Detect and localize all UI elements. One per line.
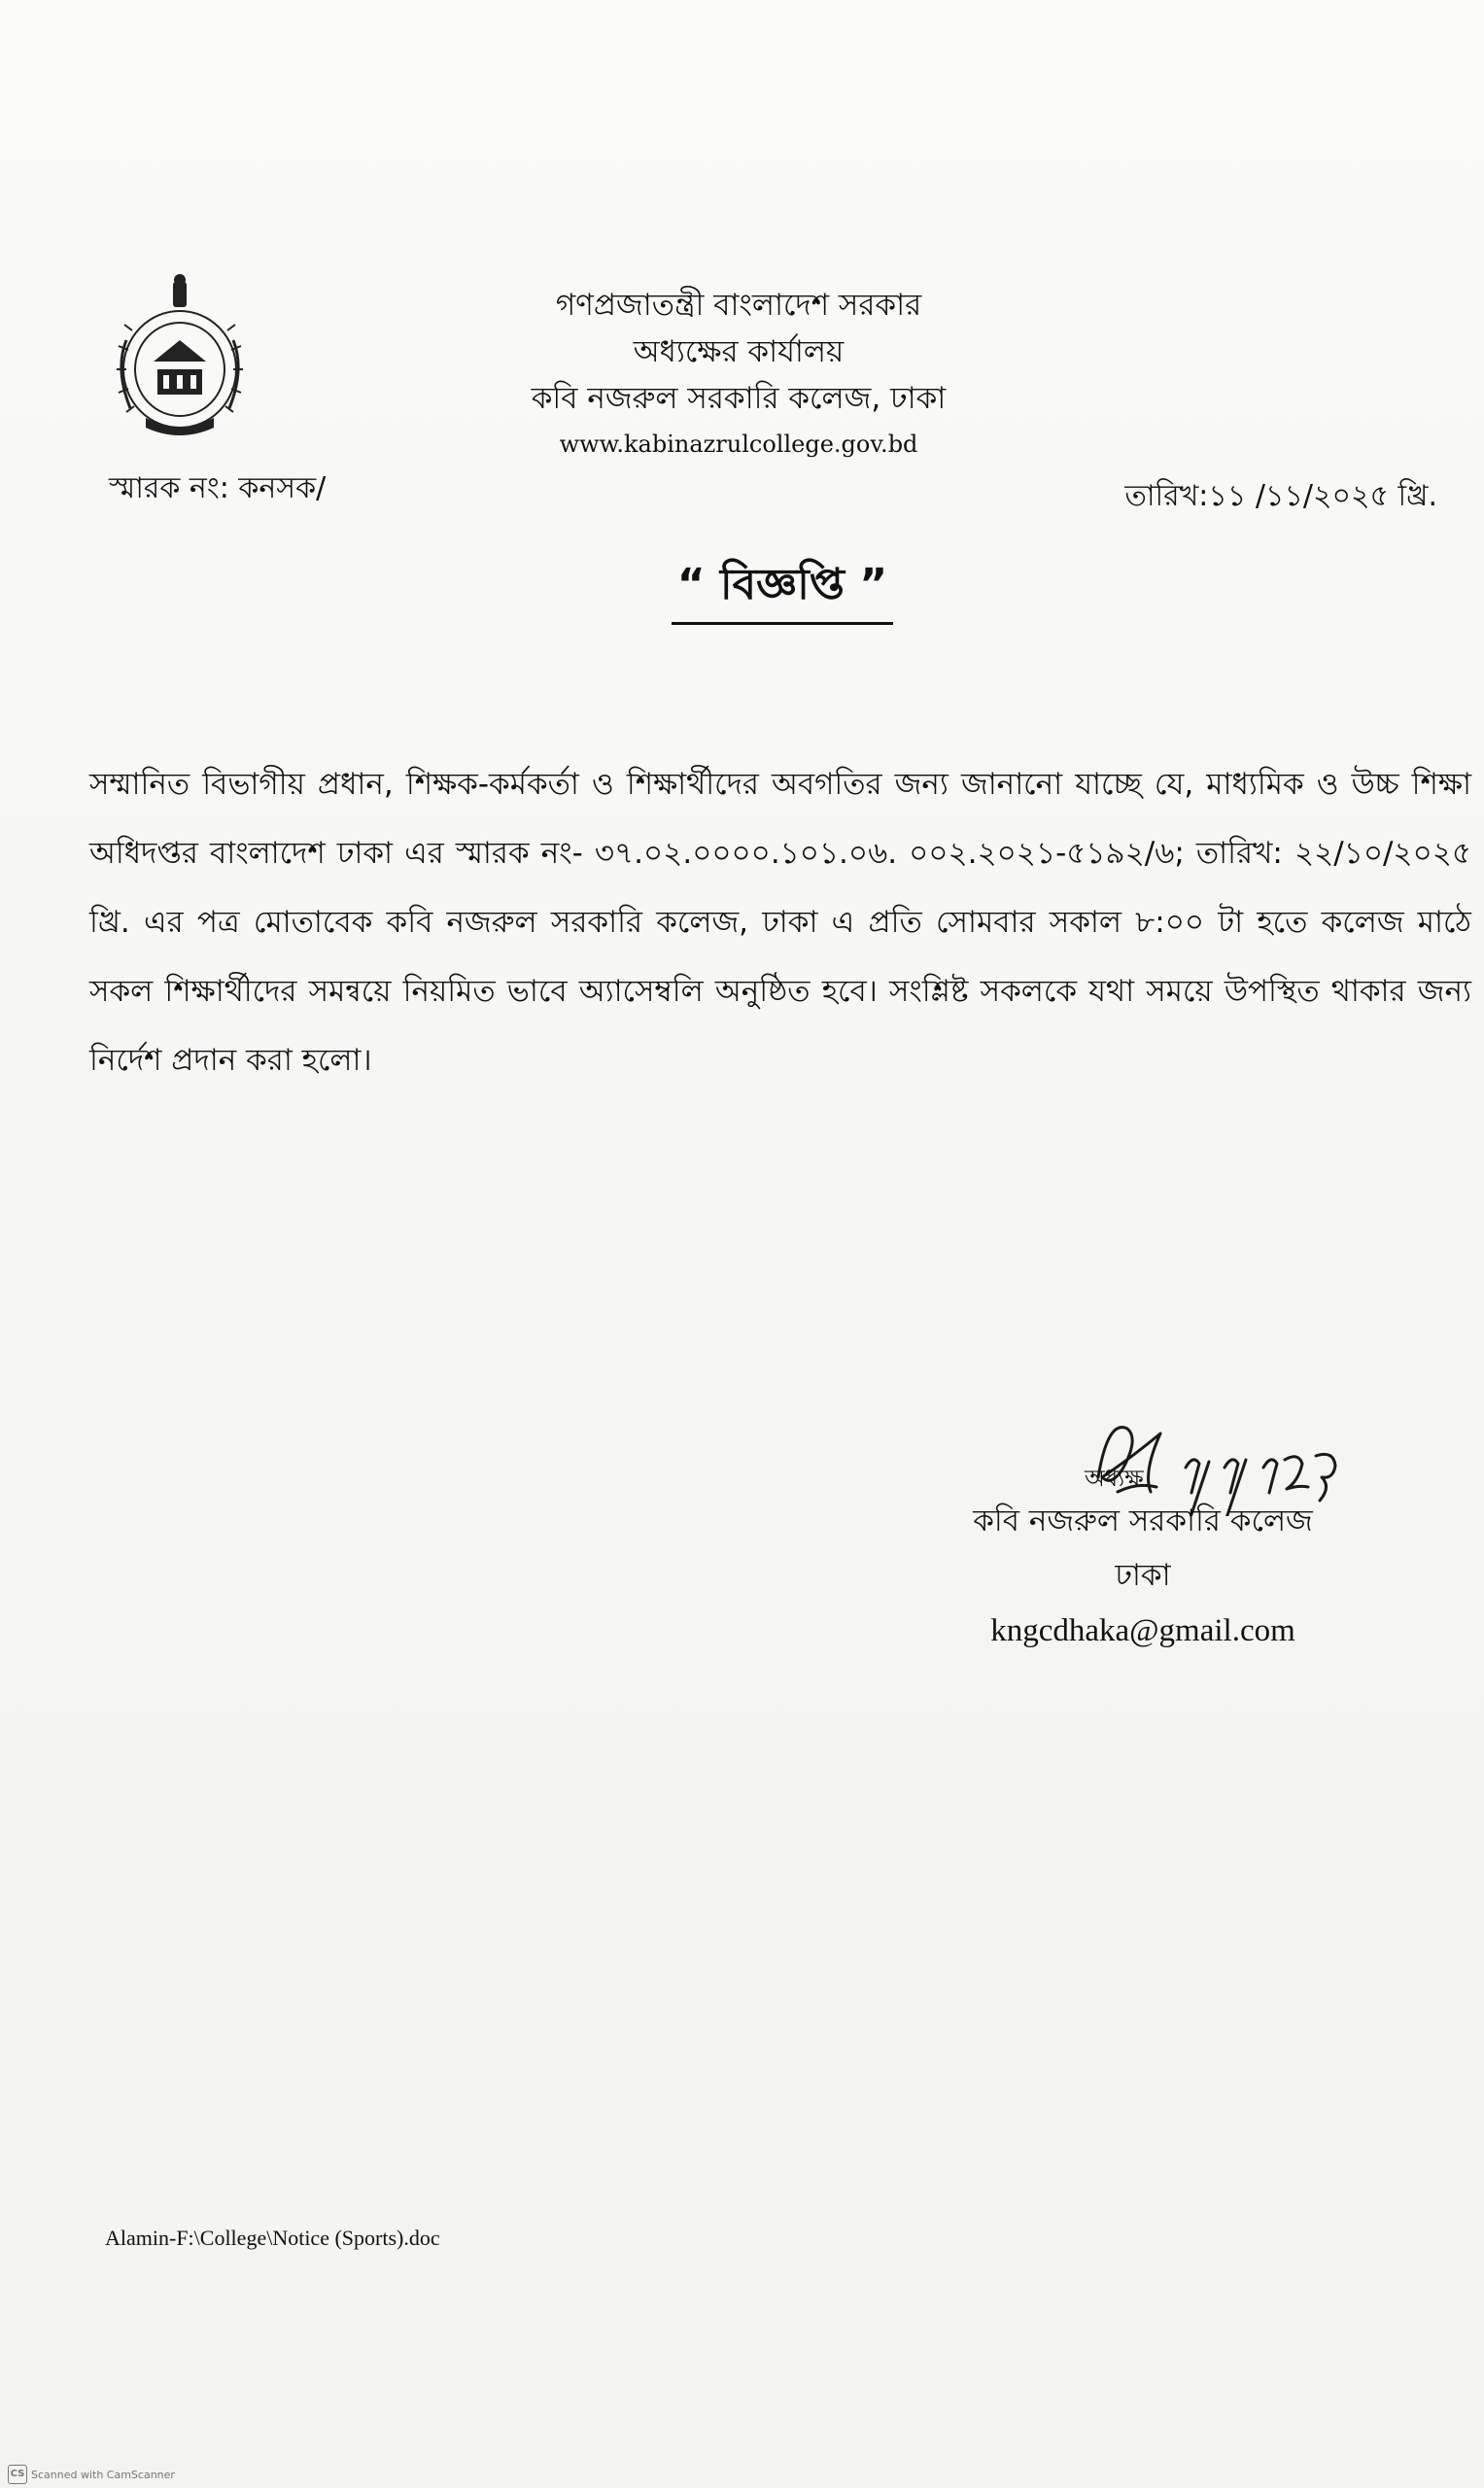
notice-body: সম্মানিত বিভাগীয় প্রধান, শিক্ষক-কর্মকর্তা ও শিক্ষার্থীদের অবগতির জন্য জানানো যাচ্ছে যে, মাধ্যমিক ও উচ্চ শিক্ষা অধিদপ্তর বাংলাদেশ ঢাকা এর স্মারক নং- ৩৭.০২.০০০০.১০১.০৬. ০০২.২০২১-৫১৯২/৬; তারিখ: ২২/১০/২০২৫ খ্রি. এর পত্র মোতাবেক কবি নজরুল সরকারি কলেজ, ঢাকা এ প্রতি সোমবার সকাল ৮:০০ টা হতে কলেজ মাঠে সকল শিক্ষার্থীদের সমন্বয়ে নিয়মিত ভাবে অ্যাসেম্বলি অনুষ্ঠিত হবে। সংশ্লিষ্ট সকলকে যথা সময়ে উপস্থিত থাকার জন্য নির্দেশ প্রদান করা হলো।: [89, 767, 1471, 1078]
government-name: গণপ্রজাতন্ত্রী বাংলাদেশ সরকার: [555, 288, 922, 323]
document-filepath: Alamin-F:\College\Notice (Sports).doc: [105, 2226, 440, 2250]
notice-date: তারিখ:১১ /১১/২০২৫ খ্রি.: [1124, 479, 1437, 513]
signatory-college: কবি নজরুল সরকারি কলেজ: [973, 1503, 1313, 1538]
government-emblem-icon: [97, 272, 262, 457]
college-name: কবি নজরুল সরকারি কলেজ, ঢাকা: [531, 381, 947, 416]
letterhead: [466, 282, 1011, 466]
title-wrapper: [641, 550, 923, 625]
college-email: kngcdhaka@gmail.com: [990, 1613, 1295, 1648]
college-website: www.kabinazrulcollege.gov.bd: [559, 431, 918, 458]
signature-block: [939, 1463, 1347, 1659]
office-name: অধ্যক্ষের কার্যালয়: [633, 334, 845, 369]
camscanner-logo-icon: CS: [8, 2465, 27, 2484]
signatory-designation: অধ্যক্ষ: [1085, 1465, 1144, 1492]
scanner-watermark: [8, 2465, 175, 2484]
memo-number: স্মারক নং: কনসক/: [109, 471, 327, 505]
scanner-text: Scanned with CamScanner: [31, 2468, 175, 2481]
notice-title: “ বিজ্ঞপ্তি ”: [672, 550, 893, 625]
signatory-city: ঢাকা: [1115, 1558, 1171, 1593]
